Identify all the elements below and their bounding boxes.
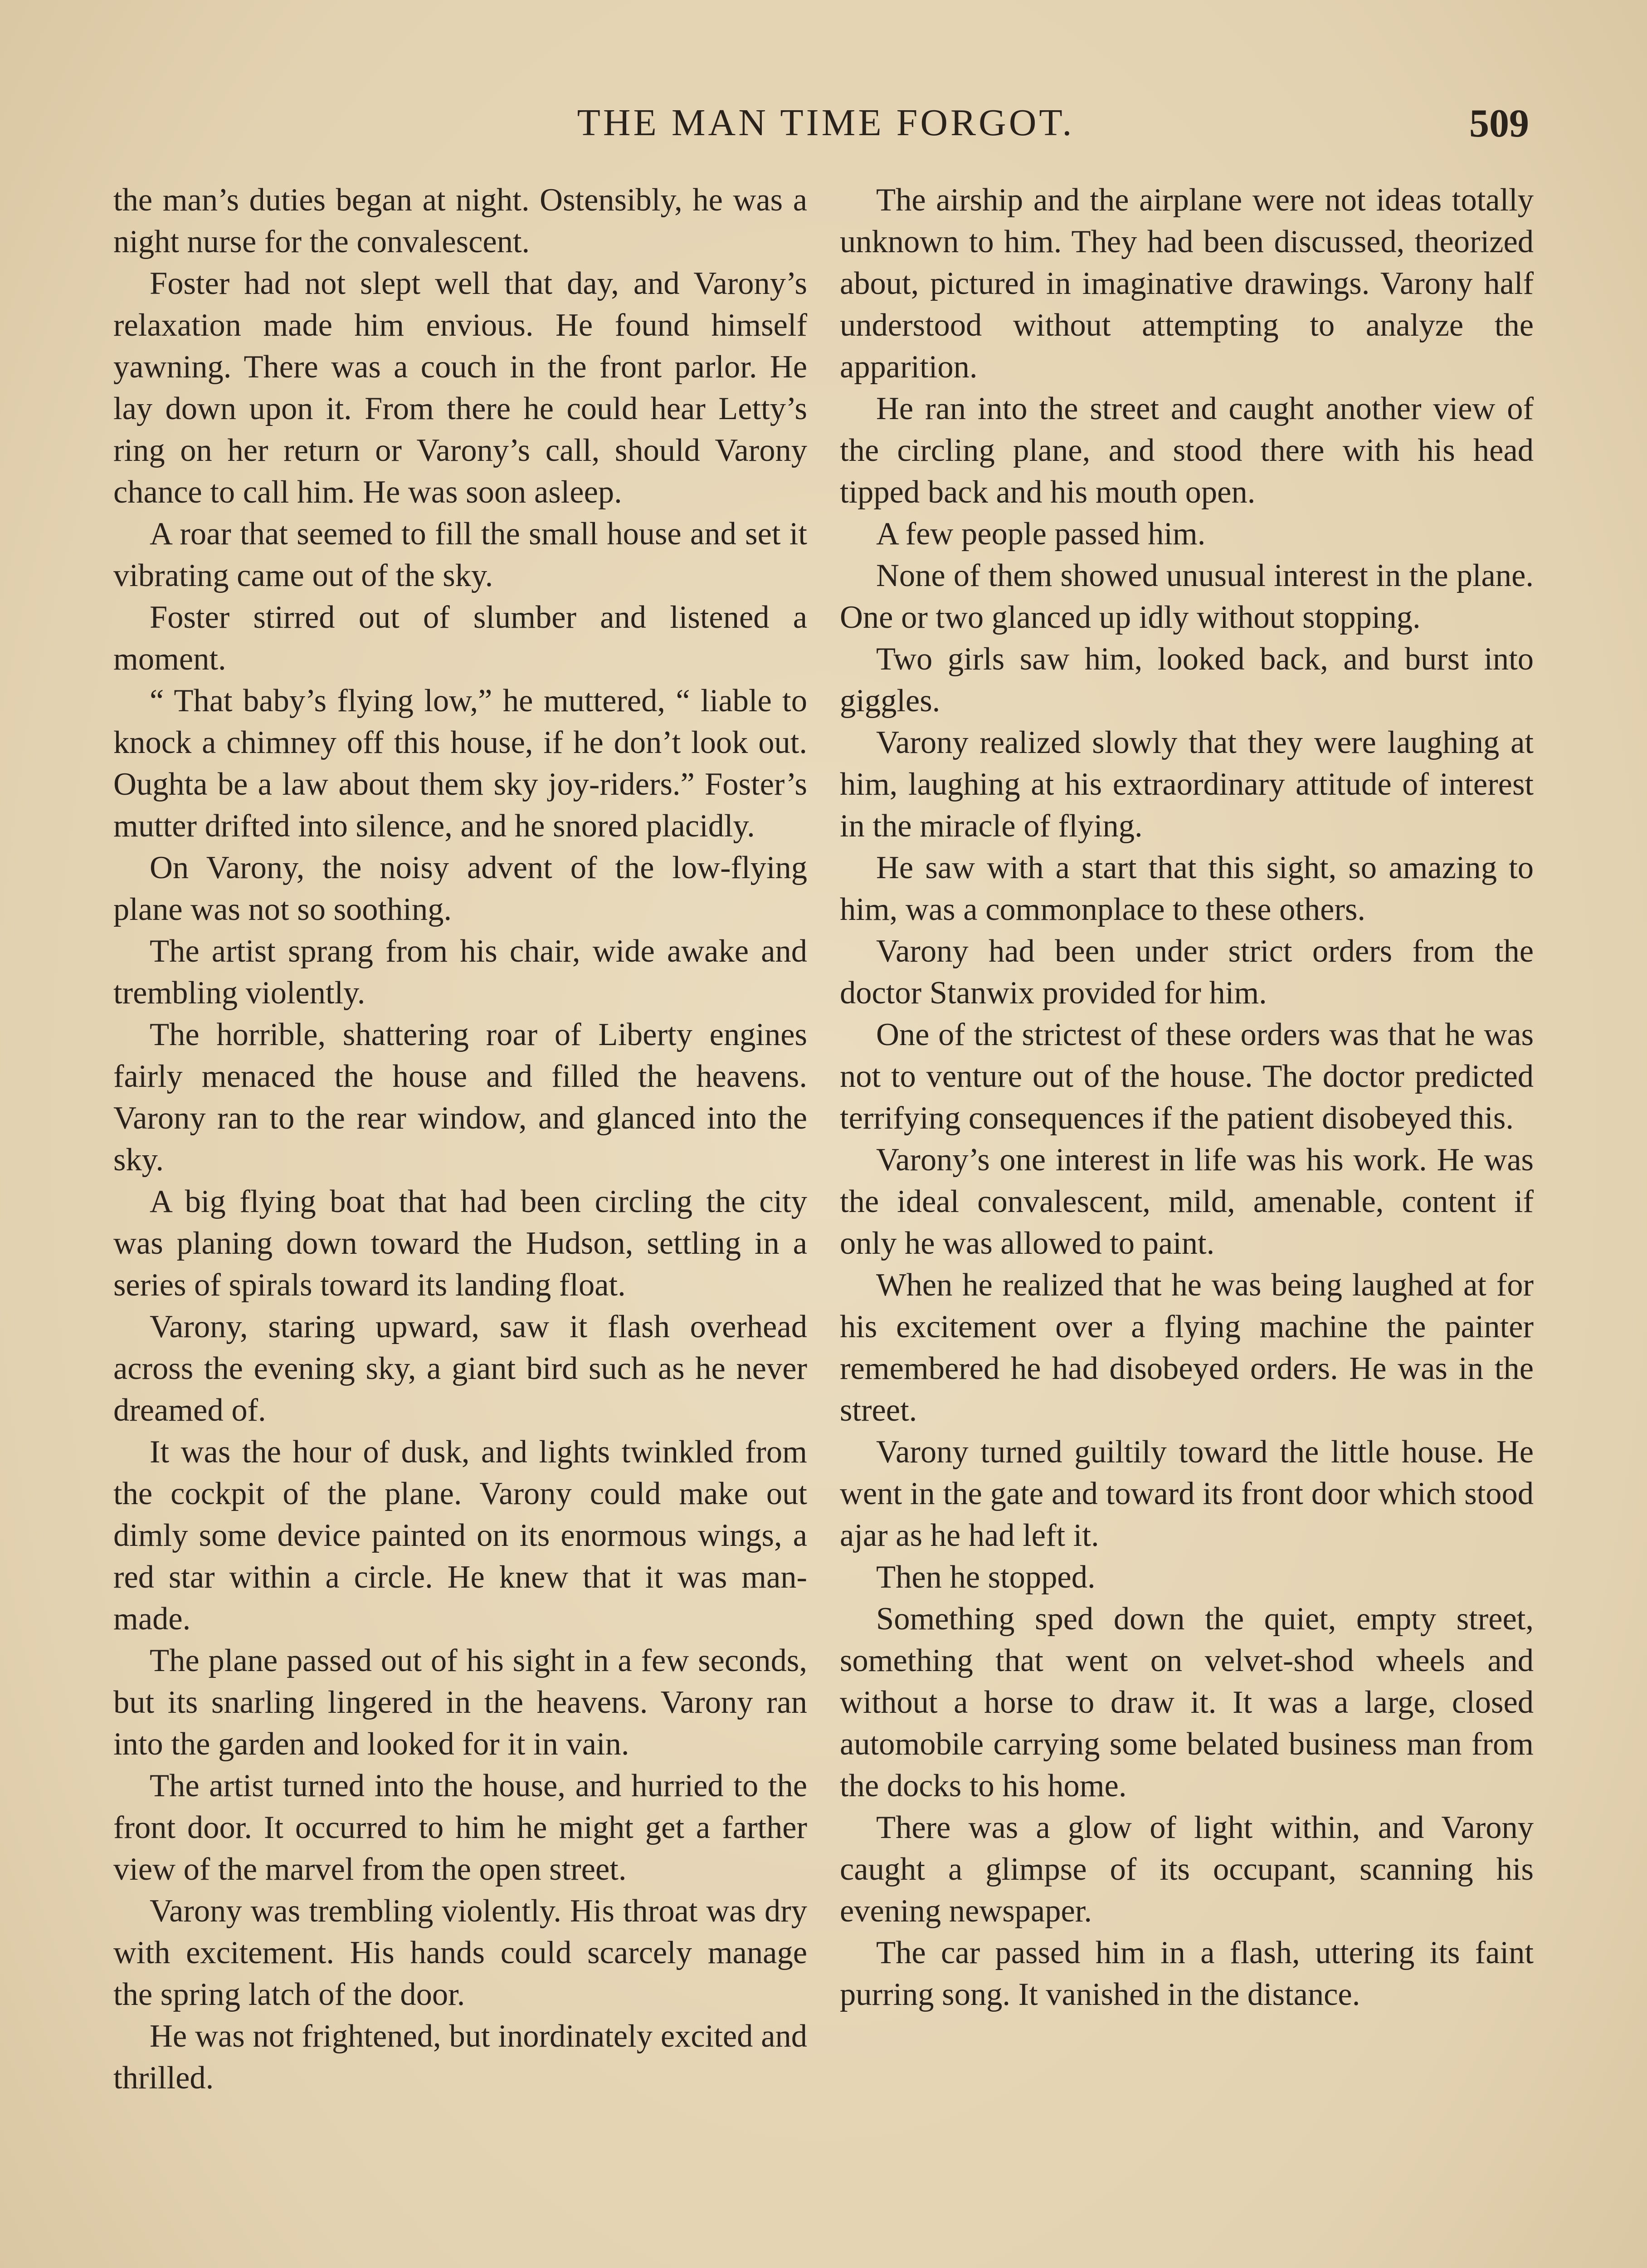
paragraph: One of the strictest of these orders was that he was not to venture out of the house. The doctor predicted terrifying consequences if the patient disobeyed this.: [840, 1017, 1534, 1136]
paragraph: None of them showed unusual interest in the plane. One or two glanced up idly without stopping.: [840, 558, 1534, 635]
paragraph: Then he stopped.: [876, 1559, 1096, 1595]
paragraph: He saw with a start that this sight, so amazing to him, was a commonplace to these others.: [840, 850, 1534, 927]
paragraph: A big flying boat that had been circling the city was planing down toward the Hudson, settling in a series of spirals toward its landing float.: [113, 1184, 807, 1303]
paragraph: On Varony, the noisy advent of the low-flying plane was not so soothing.: [113, 850, 807, 927]
paragraph: “ That baby’s flying low,” he muttered, “ liable to knock a chimney off this house, if he don’t look out. Oughta be a law about them sky joy-riders.” Foster’s mutter drifted into silence, and he snored placidly.: [113, 683, 807, 844]
paragraph: Varony’s one interest in life was his work. He was the ideal convalescent, mild, amenable, content if only he was allowed to paint.: [840, 1142, 1534, 1261]
left-column: [113, 179, 807, 2099]
paragraph: Varony had been under strict orders from the doctor Stanwix provided for him.: [840, 934, 1534, 1011]
paragraph: Varony realized slowly that they were laughing at him, laughing at his extraordinary attitude of interest in the miracle of flying.: [840, 725, 1534, 844]
paragraph: He was not frightened, but inordinately excited and thrilled.: [113, 2019, 807, 2096]
paragraph: The horrible, shattering roar of Liberty engines fairly menaced the house and filled the heavens. Varony ran to the rear window, and glanced into the sky.: [113, 1017, 807, 1178]
paragraph: Varony was trembling violently. His throat was dry with excitement. His hands could scarcely manage the spring latch of the door.: [113, 1893, 807, 2012]
paragraph: The car passed him in a flash, uttering its faint purring song. It vanished in the distance.: [840, 1935, 1534, 2012]
paragraph: Two girls saw him, looked back, and burst into giggles.: [840, 641, 1534, 719]
paragraph: A few people passed him.: [876, 516, 1206, 552]
paragraph: There was a glow of light within, and Varony caught a glimpse of its occupant, scanning his evening newspaper.: [840, 1810, 1534, 1929]
right-column: [840, 179, 1534, 2015]
paragraph: When he realized that he was being laughed at for his excitement over a flying machine the painter remembered he had disobeyed orders. He was in the street.: [840, 1267, 1534, 1428]
paragraph: Varony turned guiltily toward the little house. He went in the gate and toward its front door which stood ajar as he had left it.: [840, 1434, 1534, 1553]
paragraph: the man’s duties began at night. Ostensibly, he was a night nurse for the convalescent.: [113, 182, 807, 259]
page-number: 509: [1469, 102, 1529, 146]
paragraph: Something sped down the quiet, empty street, something that went on velvet-shod wheels and without a horse to draw it. It was a large, closed automobile carrying some belated business man from the docks to his home.: [840, 1601, 1534, 1804]
page-header: [113, 91, 1538, 154]
paragraph: The artist turned into the house, and hurried to the front door. It occurred to him he might get a farther view of the marvel from the open street.: [113, 1768, 807, 1887]
paragraph: Foster stirred out of slumber and listened a moment.: [113, 600, 807, 677]
paragraph: The airship and the airplane were not ideas totally unknown to him. They had been discussed, theorized about, pictured in imaginative drawings. Varony half understood without attempting to analyze the apparition.: [840, 182, 1534, 385]
paragraph: He ran into the street and caught another view of the circling plane, and stood there with his head tipped back and his mouth open.: [840, 391, 1534, 510]
paragraph: The artist sprang from his chair, wide awake and trembling violently.: [113, 934, 807, 1011]
paragraph: It was the hour of dusk, and lights twinkled from the cockpit of the plane. Varony could make out dimly some device painted on its enormous wings, a red star within a circle. He knew that it was man-made.: [113, 1434, 807, 1637]
paragraph: Foster had not slept well that day, and Varony’s relaxation made him envious. He found himself yawning. There was a couch in the front parlor. He lay down upon it. From there he could hear Letty’s ring on her return or Varony’s call, should Varony chance to call him. He was soon asleep.: [113, 266, 807, 510]
paragraph: The plane passed out of his sight in a few seconds, but its snarling lingered in the heavens. Varony ran into the garden and looked for it in vain.: [113, 1643, 807, 1762]
running-title: THE MAN TIME FORGOT.: [577, 102, 1075, 144]
paragraph: A roar that seemed to fill the small house and set it vibrating came out of the sky.: [113, 516, 807, 593]
paragraph: Varony, staring upward, saw it flash overhead across the evening sky, a giant bird such as he never dreamed of.: [113, 1309, 807, 1428]
